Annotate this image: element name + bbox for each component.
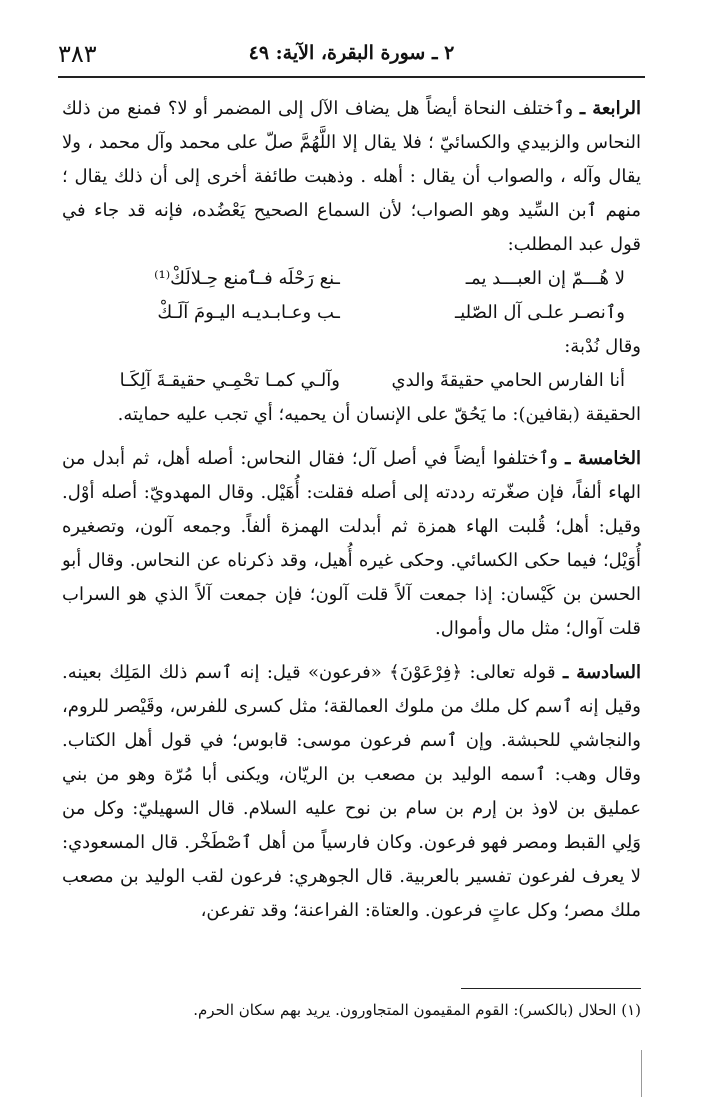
page-number: ٣٨٣ [58, 40, 97, 68]
verse-hemistich: ـنع رَحْلَه فـٱمنع حِـلالَكْ⁽¹⁾ [154, 268, 340, 289]
footnote-divider [461, 988, 641, 989]
paragraph-heading: الرابعة ـ [579, 98, 641, 119]
paragraph-text: قوله تعالى: ﴿فِرْعَوْنَ﴾ «فرعون» قيل: إنه ٱسم ذلك المَلِك بعينه. وقيل إنه ٱسم كل ملك من ملوك العمالقة؛ مثل كسرى للفرس، وقَيْصر للروم، والنجاشي للحبشة. وإن ٱسم فرعون موسى: قابوس؛ في قول أهل الكتاب. وقال وهب: ٱسمه الوليد بن مصعب بن الريّان، ويكنى أبا مُرّة وهو من بني عمليق بن لاوذ بن إرم بن سام بن نوح عليه السلام. قال السهيليّ: وكل من وَلِي القبط ومصر فهو فرعون. وكان فارسياً من أهل ٱصْطَخْر. قال المسعودي: لا يعرف لفرعون تفسير بالعربية. قال الجوهري: فرعون لقب الوليد بن مصعب ملك مصر؛ وكل عاتٍ فرعون. والعتاة: الفراعنة؛ وقد تفرعن، [62, 662, 641, 921]
paragraph-heading: السادسة ـ [563, 662, 641, 683]
verse-hemistich: وٱنصـر علـى آل الصّليـ [454, 302, 625, 323]
paragraph-text: وٱختلف النحاة أيضاً هل يضاف الآل إلى المضمر أو لا؟ فمنع من ذلك النحاس والزبيدي والكسائيّ ؛ فلا يقال إلا اللَّهُمَّ صلّ على محمد وآل محمد ، ولا يقال وآله ، والصواب أن يقال : أهله . وذهبت طائفة أخرى إلى أن ذلك يقال ؛ منهم ٱبن السِّيد وهو الصواب؛ لأن السماع الصحيح يَعْضُده، فإنه قد جاء في قول عبد المطلب: [62, 98, 641, 255]
paragraph-fourth [62, 92, 641, 262]
verse-line [62, 364, 641, 398]
paragraph-fifth [62, 442, 641, 646]
verse-line [62, 296, 641, 330]
gloss-line: الحقيقة (بقافين): ما يَحُقّ على الإنسان أن يحميه؛ أي تجب عليه حمايته. [117, 404, 641, 425]
paragraph-text: وٱختلفوا أيضاً في أصل آل؛ فقال النحاس: أصله أهل، ثم أبدل من الهاء ألفاً، فإن صغّرته رددته إلى أصله فقلت: أُهَيْل. وقال المهدويّ: أصله أوْل. وقيل: أهل؛ قُلبت الهاء همزة ثم أبدلت الهمزة ألفاً. وجمعه آلون، وتصغيره أُوَيْل؛ فيما حكى الكسائي. وحكى غيره أُهيل، وقد ذكرناه عن النحاس. وقال أبو الحسن بن كَيْسان: إذا جمعت آلاً قلت آلون؛ فإن جمعت آلاً الذي هو السراب قلت آوال؛ مثل مال وأموال. [62, 448, 641, 639]
verse-hemistich: لا هُـــمّ إن العبـــد يمـ [465, 268, 625, 289]
verse-line [62, 262, 641, 296]
paragraph-heading: الخامسة ـ [565, 448, 641, 469]
header-title: ٢ ـ سورة البقرة، الآية: ٤٩ [248, 42, 455, 64]
verse-hemistich: وآلـي كمـا تحْمِـي حقيقـةَ آلِكَـا [119, 370, 340, 391]
page-edge-line [641, 1050, 642, 1097]
poet-intro: وقال نُدْبة: [564, 336, 641, 357]
footnote: (١) الحلال (بالكسر): القوم المقيمون المتجاورون. يريد بهم سكان الحرم. [193, 1001, 641, 1019]
verse-hemistich: ـب وعـابـديـه اليـومَ آلَـكْ [157, 302, 340, 323]
paragraph-sixth [62, 656, 641, 928]
main-text [62, 92, 641, 928]
verse-hemistich: أنا الفارس الحامي حقيقةَ والدي [391, 370, 625, 391]
running-header [58, 36, 645, 78]
